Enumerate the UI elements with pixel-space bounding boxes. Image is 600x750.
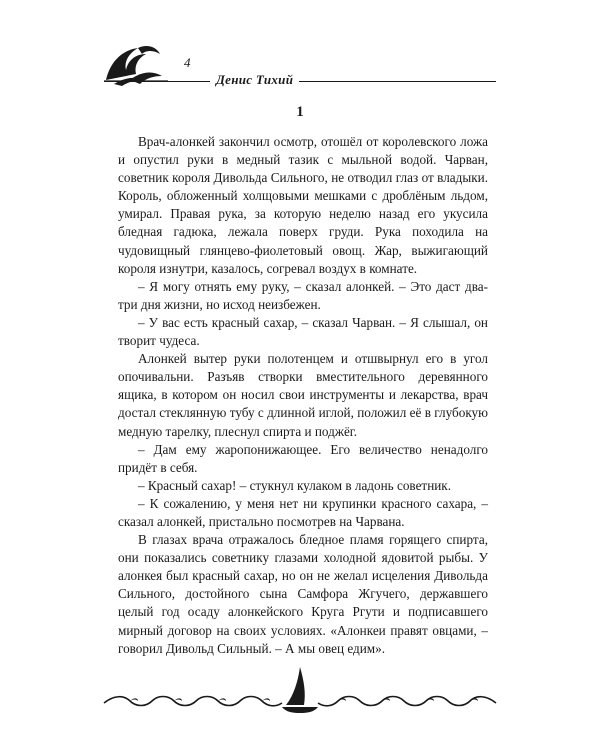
paragraph: – Дам ему жаропонижающее. Его величество ненадолго придёт в себя. — [118, 441, 488, 475]
paragraph: Алонкей вытер руки полотенцем и отшвырнул его в угол опочивальни. Разъяв створки вместительного деревянного ящика, в котором он носил свои инструменты и лекарства, врач достал стеклянную тубу с длинной иглой, положил её в глубокую медную тарелку, плеснул спирта и поджёг. — [118, 351, 488, 439]
page-number: 4 — [184, 55, 191, 70]
sailboat-wave-ornament-icon — [100, 665, 500, 715]
paragraph: – У вас есть красный сахар, – сказал Чарван. – Я слышал, он творит чудеса. — [118, 314, 488, 349]
running-head-author: Денис Тихий — [210, 72, 299, 88]
chapter-number: 1 — [296, 104, 304, 120]
paragraph: – Я могу отнять ему руку, – сказал алонкей. – Это даст два-три дня жизни, но исход неизбежен. — [118, 278, 488, 312]
paragraph: – Красный сахар! – стукнул кулаком в ладонь советник. — [138, 477, 452, 493]
paragraph: – К сожалению, у меня нет ни крупинки красного сахара, – сказал алонкей, пристально посмотрев на Чарвана. — [118, 495, 488, 529]
body-text — [118, 133, 488, 658]
paragraph: Врач-алонкей закончил осмотр, отошёл от королевского ложа и опустил руки в медный тазик с мыльной водой. Чарван, советник короля Дивольда Сильного, не отводил глаз от владыки. Король, обложенный холщовыми мешками с дроблёным льдом, умирал. Правая рука, за которую неделю назад его укусила бледная гадюка, лежала поверх груди. Рука походила на чудовищный глянцево-фиолетовый овощ. Жар, выжигающий короля изнутри, казалось, согревал воздух в комнате. — [118, 134, 488, 276]
header-rule — [104, 81, 496, 82]
paragraph: В глазах врача отражалось бледное пламя горящего спирта, они показались советнику глазами холодной ядовитой рыбы. У алонкея был красный сахар, но он не желал исцеления Дивольда Сильного, достойного сына Самфора Жгучего, державшего целый год осаду алонкейского Круга Ргути и подписавшего мирный договор на своих условиях. «Алонкеи правят овцами, – говорил Дивольд Сильный. – А мы овец едим». — [118, 532, 488, 656]
